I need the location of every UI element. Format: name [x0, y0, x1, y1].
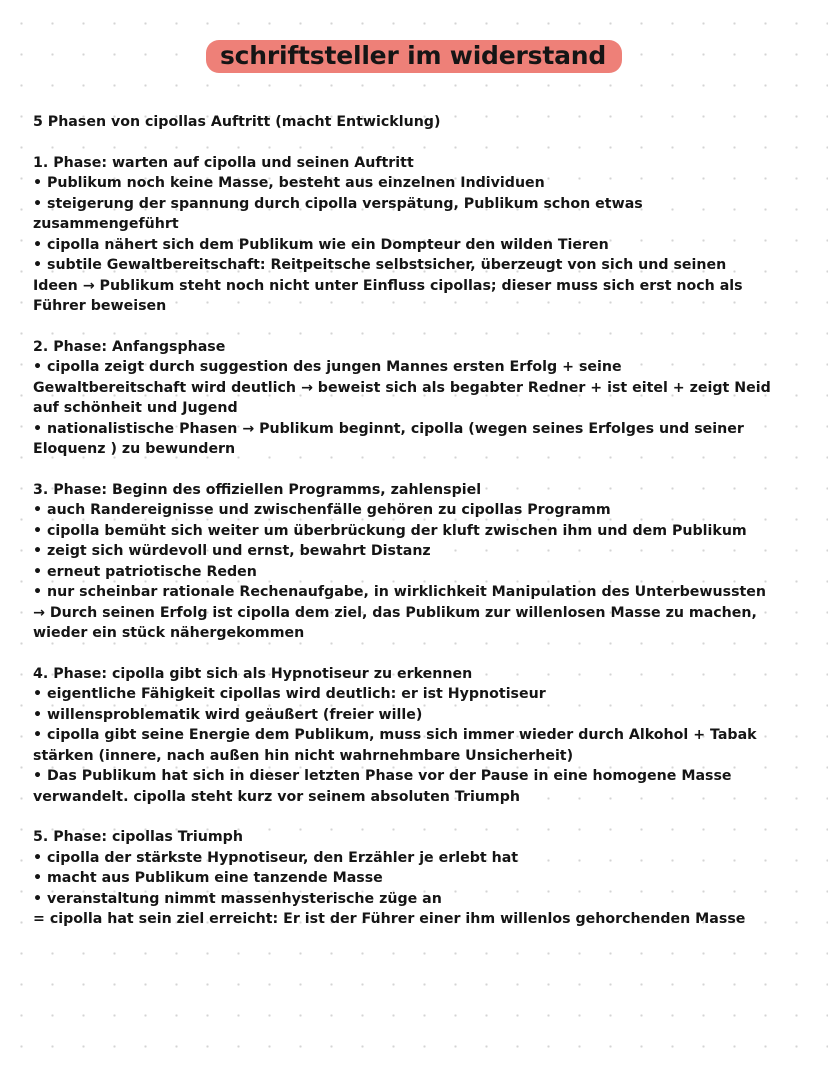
bullet-line: • cipolla der stärkste Hypnotiseur, den Erzähler je erlebt hat	[33, 849, 519, 866]
bullet-line: • veranstaltung nimmt massenhysterische züge an	[33, 890, 442, 907]
phase-heading: 5. Phase: cipollas Triumph	[33, 829, 243, 845]
bullet-line: • willensproblematik wird geäußert (freier wille)	[33, 706, 423, 723]
bullet-line: • eigentliche Fähigkeit cipollas wird deutlich: er ist Hypnotiseur	[33, 686, 546, 702]
phase-heading: 4. Phase: cipolla gibt sich als Hypnotiseur zu erkennen	[33, 665, 473, 682]
phase-heading: 2. Phase: Anfangsphase	[33, 338, 226, 355]
phase-1-section	[33, 153, 773, 317]
bullet-line: • auch Randereignisse und zwischenfälle gehören zu cipollas Programm	[33, 502, 611, 518]
bullet-line: • erneut patriotische Reden	[33, 563, 257, 580]
conclusion-line: = cipolla hat sein ziel erreicht: Er ist der Führer einer ihm willenlos gehorchenden Masse	[33, 911, 746, 927]
bullet-line: • cipolla gibt seine Energie dem Publikum, muss sich immer wieder durch Alkohol + Tabak stärken (innere, nach außen hin nicht wahrnehmbare Unsicherheit)	[33, 727, 757, 764]
bullet-line: • nationalistische Phasen → Publikum beginnt, cipolla (wegen seines Erfolges und seiner Eloquenz ) zu bewundern	[33, 420, 744, 457]
intro-line: 5 Phasen von cipollas Auftritt (macht Entwicklung)	[33, 114, 441, 130]
bullet-line: • cipolla zeigt durch suggestion des jungen Mannes ersten Erfolg + seine Gewaltbereitschaft wird deutlich → beweist sich als begabter Redner + ist eitel + zeigt Neid auf schönheit und Jugend	[33, 359, 771, 416]
phase-3-section	[33, 480, 773, 644]
title-wrap	[0, 40, 828, 73]
phase-5-section	[33, 827, 773, 930]
bullet-line: • macht aus Publikum eine tanzende Masse	[33, 870, 383, 886]
bullet-line: • Publikum noch keine Masse, besteht aus einzelnen Individuen	[33, 175, 545, 191]
phase-2-section	[33, 337, 773, 460]
bullet-line: • nur scheinbar rationale Rechenaufgabe, in wirklichkeit Manipulation des Unterbewussten → Durch seinen Erfolg ist cipolla dem ziel, das Publikum zur willenlosen Masse zu machen, wieder ein stück nähergekommen	[33, 584, 767, 641]
bullet-line: • zeigt sich würdevoll und ernst, bewahrt Distanz	[33, 543, 431, 559]
bullet-line: • Das Publikum hat sich in dieser letzten Phase vor der Pause in eine homogene Masse verwandelt. cipolla steht kurz vor seinem absoluten Triumph	[33, 768, 732, 805]
bullet-line: • subtile Gewaltbereitschaft: Reitpeitsche selbstsicher, überzeugt von sich und seinen Ideen → Publikum steht noch nicht unter Einfluss cipollas; dieser muss sich erst noch als Führer beweisen	[33, 257, 743, 314]
page-title: schriftsteller im widerstand	[206, 40, 622, 73]
phase-heading: 1. Phase: warten auf cipolla und seinen Auftritt	[33, 154, 414, 171]
notes-content	[33, 112, 773, 930]
phase-4-section	[33, 664, 773, 808]
phase-heading: 3. Phase: Beginn des offiziellen Programms, zahlenspiel	[33, 481, 482, 498]
bullet-line: • cipolla nähert sich dem Publikum wie ein Dompteur den wilden Tieren	[33, 236, 609, 253]
bullet-line: • cipolla bemüht sich weiter um überbrückung der kluft zwischen ihm und dem Publikum	[33, 522, 747, 539]
bullet-line: • steigerung der spannung durch cipolla verspätung, Publikum schon etwas zusammengeführt	[33, 195, 643, 232]
